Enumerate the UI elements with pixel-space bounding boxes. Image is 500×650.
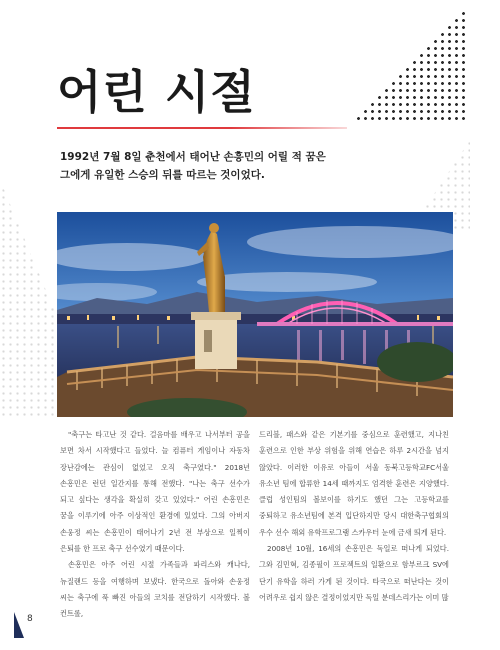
title-underline [57, 127, 347, 129]
decorative-faint-dots-left [0, 180, 60, 420]
subtitle-line: 그에게 유일한 스승의 뒤를 따르는 것이었다. [60, 169, 265, 181]
subtitle-line: 1992년 7월 8일 춘천에서 태어난 손흥민의 어릴 적 꿈은 [60, 151, 326, 163]
body-paragraph: 2008년 10월, 16세의 손흥민은 독일로 떠나게 되었다. 그와 김민혁, 김종필이 프로젝트의 일환으로 함부르크 SV에 단기 유학을 하러 가게 된 것이다. 타국으로 떠난다는 것이 어려우로 쉽지 않은 결정이었지만 독일 분데스리가는 이미 많 [259, 544, 449, 602]
body-paragraph: 손흥민은 아주 어린 시절 가족들과 파리스와 캐나다, 뉴질랜드 등을 여행하며 보냈다. 한국으로 돌아와 손웅정 씨는 축구에 푹 빠진 아들의 코치를 전담하기 시작했다. 볼 컨트롤, [60, 560, 250, 619]
chapter-subtitle [60, 148, 360, 184]
body-paragraph: "축구는 타고난 것 같다. 걸음마를 배우고 나서부터 공을 보면 차서 시작했다고 들었다. 늘 컴퓨터 게임이나 자동차 장난감에는 관심이 없었고 오직 축구였다." 2018년 손흥민은 런던 일간지를 통해 전했다. "나는 축구 선수가 되고 싶다는 생각을 확실히 갖고 있었다." 어린 손흥민은 꿈을 이루기에 아주 이상적인 환경에 있었다. 그의 아버지 손웅정 씨는 손흥민이 태어나기 2년 전 부상으로 일찍이 은퇴를 한 프로 축구 선수였기 때문이다. [60, 430, 250, 554]
decorative-dot-pattern [355, 10, 465, 120]
chuncheon-riverside-photo [57, 212, 453, 417]
chapter-title: 어린 시절 [57, 65, 256, 119]
body-text-right-column [259, 427, 449, 606]
page-corner-mark [14, 612, 24, 638]
page-number: 8 [27, 614, 33, 624]
body-text-left-column [60, 427, 250, 623]
body-paragraph: 드리블, 패스와 같은 기본기를 중심으로 훈련했고, 지나친 훈련으로 인한 부상 위험을 위해 연습은 하루 2시간을 넘지 않았다. 이러한 이유로 아들이 서울 동북고등학교FC서울 유소년 팀에 합류한 14세 때까지도 엄격한 훈련은 지양했다. 클럽 성인팀의 볼보이를 하기도 했던 그는 고등학교를 중퇴하고 유소년팀에 본격 입단하지만 당시 대한축구협회의 우수 선수 해외 유학프로그램 스카우터 눈에 금새 띄게 된다. [259, 430, 449, 537]
